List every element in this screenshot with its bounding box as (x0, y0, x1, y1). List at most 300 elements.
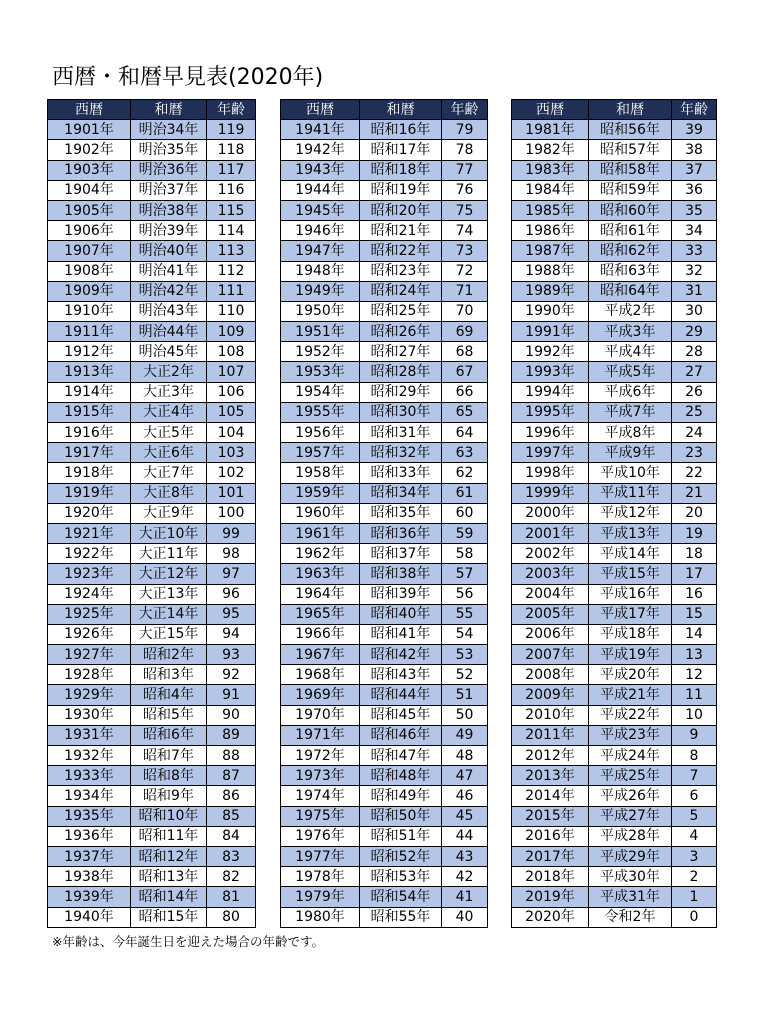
table-row (48, 685, 256, 705)
cell-western-year: 1950年 (281, 301, 360, 321)
cell-age: 112 (207, 261, 256, 281)
cell-western-year: 2006年 (512, 624, 589, 644)
cell-age: 30 (672, 301, 717, 321)
table-row (281, 200, 488, 220)
cell-western-year: 2008年 (512, 665, 589, 685)
cell-western-year: 1945年 (281, 200, 360, 220)
cell-japanese-year: 平成11年 (589, 483, 672, 503)
cell-western-year: 1982年 (512, 140, 589, 160)
table-row (281, 261, 488, 281)
table-row (512, 120, 717, 140)
cell-japanese-year: 昭和59年 (589, 180, 672, 200)
table-row (281, 665, 488, 685)
table-row (512, 846, 717, 866)
table-row (48, 200, 256, 220)
cell-western-year: 1969年 (281, 685, 360, 705)
cell-japanese-year: 昭和29年 (360, 382, 442, 402)
cell-age: 102 (207, 463, 256, 483)
cell-japanese-year: 昭和26年 (360, 322, 442, 342)
cell-japanese-year: 昭和36年 (360, 523, 442, 543)
cell-western-year: 1921年 (48, 523, 131, 543)
cell-age: 91 (207, 685, 256, 705)
cell-western-year: 1934年 (48, 786, 131, 806)
cell-age: 88 (207, 746, 256, 766)
cell-japanese-year: 大正15年 (131, 624, 207, 644)
cell-age: 84 (207, 826, 256, 846)
table-row (48, 806, 256, 826)
cell-japanese-year: 平成5年 (589, 362, 672, 382)
cell-age: 10 (672, 705, 717, 725)
table-row (512, 887, 717, 907)
header-japanese: 和暦 (589, 100, 672, 120)
cell-age: 5 (672, 806, 717, 826)
cell-age: 15 (672, 604, 717, 624)
cell-western-year: 1967年 (281, 645, 360, 665)
cell-age: 85 (207, 806, 256, 826)
cell-japanese-year: 昭和35年 (360, 503, 442, 523)
cell-japanese-year: 平成7年 (589, 402, 672, 422)
cell-age: 72 (442, 261, 488, 281)
cell-age: 86 (207, 786, 256, 806)
cell-japanese-year: 昭和10年 (131, 806, 207, 826)
table-row (281, 826, 488, 846)
cell-western-year: 1938年 (48, 867, 131, 887)
cell-japanese-year: 昭和37年 (360, 544, 442, 564)
cell-western-year: 1971年 (281, 725, 360, 745)
table-row (512, 200, 717, 220)
cell-age: 21 (672, 483, 717, 503)
cell-western-year: 1986年 (512, 221, 589, 241)
cell-western-year: 2014年 (512, 786, 589, 806)
cell-age: 50 (442, 705, 488, 725)
cell-age: 75 (442, 200, 488, 220)
cell-japanese-year: 昭和11年 (131, 826, 207, 846)
cell-japanese-year: 昭和56年 (589, 120, 672, 140)
cell-japanese-year: 昭和17年 (360, 140, 442, 160)
table-row (512, 645, 717, 665)
table-row (281, 867, 488, 887)
table-row (512, 705, 717, 725)
cell-japanese-year: 明治44年 (131, 322, 207, 342)
cell-age: 90 (207, 705, 256, 725)
table-row (48, 483, 256, 503)
cell-western-year: 1908年 (48, 261, 131, 281)
cell-japanese-year: 大正7年 (131, 463, 207, 483)
cell-japanese-year: 昭和4年 (131, 685, 207, 705)
cell-japanese-year: 昭和58年 (589, 160, 672, 180)
cell-age: 1 (672, 887, 717, 907)
cell-age: 59 (442, 523, 488, 543)
table-row (512, 604, 717, 624)
cell-age: 77 (442, 160, 488, 180)
cell-age: 26 (672, 382, 717, 402)
table-row (512, 221, 717, 241)
cell-age: 53 (442, 645, 488, 665)
cell-western-year: 1943年 (281, 160, 360, 180)
cell-age: 36 (672, 180, 717, 200)
cell-western-year: 2013年 (512, 766, 589, 786)
cell-western-year: 1959年 (281, 483, 360, 503)
era-table-2 (280, 99, 488, 928)
table-row (512, 766, 717, 786)
cell-western-year: 1922年 (48, 544, 131, 564)
cell-age: 22 (672, 463, 717, 483)
cell-age: 42 (442, 867, 488, 887)
cell-western-year: 1931年 (48, 725, 131, 745)
cell-western-year: 1937年 (48, 846, 131, 866)
cell-japanese-year: 大正5年 (131, 423, 207, 443)
cell-japanese-year: 昭和15年 (131, 907, 207, 927)
cell-western-year: 1979年 (281, 887, 360, 907)
cell-japanese-year: 大正11年 (131, 544, 207, 564)
table-row (48, 342, 256, 362)
cell-japanese-year: 昭和62年 (589, 241, 672, 261)
cell-western-year: 1998年 (512, 463, 589, 483)
cell-age: 60 (442, 503, 488, 523)
cell-western-year: 1964年 (281, 584, 360, 604)
cell-japanese-year: 大正6年 (131, 443, 207, 463)
cell-western-year: 1929年 (48, 685, 131, 705)
cell-japanese-year: 平成25年 (589, 766, 672, 786)
cell-japanese-year: 昭和55年 (360, 907, 442, 927)
cell-western-year: 1915年 (48, 402, 131, 422)
cell-japanese-year: 昭和41年 (360, 624, 442, 644)
header-japanese: 和暦 (360, 100, 442, 120)
cell-age: 46 (442, 786, 488, 806)
cell-age: 79 (442, 120, 488, 140)
cell-japanese-year: 昭和22年 (360, 241, 442, 261)
cell-age: 92 (207, 665, 256, 685)
cell-age: 61 (442, 483, 488, 503)
cell-age: 45 (442, 806, 488, 826)
cell-age: 101 (207, 483, 256, 503)
cell-japanese-year: 昭和20年 (360, 200, 442, 220)
table-row (512, 584, 717, 604)
cell-age: 81 (207, 887, 256, 907)
cell-western-year: 1990年 (512, 301, 589, 321)
table-row (48, 362, 256, 382)
cell-western-year: 2001年 (512, 523, 589, 543)
cell-japanese-year: 大正4年 (131, 402, 207, 422)
table-row (281, 221, 488, 241)
table-row (48, 826, 256, 846)
cell-japanese-year: 昭和16年 (360, 120, 442, 140)
table-row (48, 544, 256, 564)
cell-age: 89 (207, 725, 256, 745)
table-row (281, 443, 488, 463)
cell-japanese-year: 明治43年 (131, 301, 207, 321)
cell-western-year: 1962年 (281, 544, 360, 564)
cell-japanese-year: 平成18年 (589, 624, 672, 644)
cell-age: 24 (672, 423, 717, 443)
cell-western-year: 1918年 (48, 463, 131, 483)
cell-japanese-year: 平成14年 (589, 544, 672, 564)
table-row (281, 160, 488, 180)
table-row (48, 523, 256, 543)
cell-japanese-year: 昭和53年 (360, 867, 442, 887)
cell-western-year: 1902年 (48, 140, 131, 160)
table-row (48, 241, 256, 261)
cell-western-year: 1927年 (48, 645, 131, 665)
cell-japanese-year: 平成23年 (589, 725, 672, 745)
cell-age: 110 (207, 301, 256, 321)
cell-age: 3 (672, 846, 717, 866)
table-row (281, 423, 488, 443)
cell-age: 18 (672, 544, 717, 564)
cell-japanese-year: 昭和30年 (360, 402, 442, 422)
cell-japanese-year: 明治34年 (131, 120, 207, 140)
cell-age: 14 (672, 624, 717, 644)
cell-western-year: 1933年 (48, 766, 131, 786)
cell-japanese-year: 明治39年 (131, 221, 207, 241)
cell-age: 48 (442, 746, 488, 766)
cell-japanese-year: 平成24年 (589, 746, 672, 766)
table-row (48, 221, 256, 241)
table-row (512, 180, 717, 200)
cell-japanese-year: 昭和28年 (360, 362, 442, 382)
cell-age: 99 (207, 523, 256, 543)
cell-age: 57 (442, 564, 488, 584)
table-row (48, 140, 256, 160)
cell-age: 32 (672, 261, 717, 281)
cell-japanese-year: 平成20年 (589, 665, 672, 685)
cell-age: 71 (442, 281, 488, 301)
cell-western-year: 1941年 (281, 120, 360, 140)
cell-age: 87 (207, 766, 256, 786)
cell-western-year: 1970年 (281, 705, 360, 725)
cell-japanese-year: 平成9年 (589, 443, 672, 463)
table-row (281, 705, 488, 725)
cell-western-year: 1968年 (281, 665, 360, 685)
cell-japanese-year: 平成28年 (589, 826, 672, 846)
table-row (512, 685, 717, 705)
table-row (48, 423, 256, 443)
cell-japanese-year: 平成27年 (589, 806, 672, 826)
cell-western-year: 2011年 (512, 725, 589, 745)
table-row (512, 725, 717, 745)
cell-japanese-year: 平成10年 (589, 463, 672, 483)
cell-japanese-year: 昭和19年 (360, 180, 442, 200)
cell-western-year: 2003年 (512, 564, 589, 584)
table-row (48, 665, 256, 685)
cell-age: 63 (442, 443, 488, 463)
table-row (48, 766, 256, 786)
cell-western-year: 1999年 (512, 483, 589, 503)
table-row (281, 362, 488, 382)
table-row (48, 645, 256, 665)
cell-age: 52 (442, 665, 488, 685)
cell-western-year: 1957年 (281, 443, 360, 463)
table-row (48, 564, 256, 584)
table-row (512, 423, 717, 443)
cell-western-year: 1955年 (281, 402, 360, 422)
cell-western-year: 1978年 (281, 867, 360, 887)
cell-age: 34 (672, 221, 717, 241)
cell-western-year: 2007年 (512, 645, 589, 665)
cell-japanese-year: 平成4年 (589, 342, 672, 362)
table-row (281, 564, 488, 584)
table-row (512, 463, 717, 483)
cell-age: 73 (442, 241, 488, 261)
table-row (48, 160, 256, 180)
cell-western-year: 1932年 (48, 746, 131, 766)
cell-japanese-year: 昭和42年 (360, 645, 442, 665)
cell-japanese-year: 平成19年 (589, 645, 672, 665)
header-japanese: 和暦 (131, 100, 207, 120)
table-row (281, 180, 488, 200)
cell-age: 6 (672, 786, 717, 806)
cell-age: 104 (207, 423, 256, 443)
cell-western-year: 2020年 (512, 907, 589, 927)
cell-age: 117 (207, 160, 256, 180)
cell-age: 31 (672, 281, 717, 301)
table-row (512, 483, 717, 503)
cell-japanese-year: 昭和48年 (360, 766, 442, 786)
header-age: 年齢 (442, 100, 488, 120)
table-row (512, 443, 717, 463)
cell-japanese-year: 平成30年 (589, 867, 672, 887)
table-row (48, 120, 256, 140)
table-row (281, 584, 488, 604)
cell-western-year: 1966年 (281, 624, 360, 644)
table-body (281, 120, 488, 928)
cell-japanese-year: 明治41年 (131, 261, 207, 281)
table-row (48, 402, 256, 422)
cell-western-year: 1910年 (48, 301, 131, 321)
table-row (281, 746, 488, 766)
cell-age: 17 (672, 564, 717, 584)
cell-japanese-year: 大正3年 (131, 382, 207, 402)
table-row (48, 604, 256, 624)
cell-japanese-year: 昭和54年 (360, 887, 442, 907)
table-row (281, 725, 488, 745)
cell-western-year: 1905年 (48, 200, 131, 220)
table-row (512, 160, 717, 180)
cell-western-year: 1935年 (48, 806, 131, 826)
cell-western-year: 1951年 (281, 322, 360, 342)
cell-age: 119 (207, 120, 256, 140)
cell-japanese-year: 昭和31年 (360, 423, 442, 443)
cell-western-year: 2004年 (512, 584, 589, 604)
cell-age: 54 (442, 624, 488, 644)
table-row (512, 342, 717, 362)
table-row (281, 382, 488, 402)
cell-japanese-year: 昭和24年 (360, 281, 442, 301)
cell-age: 69 (442, 322, 488, 342)
cell-western-year: 1956年 (281, 423, 360, 443)
cell-japanese-year: 平成31年 (589, 887, 672, 907)
cell-western-year: 1924年 (48, 584, 131, 604)
cell-age: 19 (672, 523, 717, 543)
cell-age: 65 (442, 402, 488, 422)
table-row (48, 503, 256, 523)
cell-age: 76 (442, 180, 488, 200)
cell-japanese-year: 平成17年 (589, 604, 672, 624)
cell-japanese-year: 昭和47年 (360, 746, 442, 766)
cell-age: 68 (442, 342, 488, 362)
cell-age: 51 (442, 685, 488, 705)
cell-western-year: 1904年 (48, 180, 131, 200)
cell-age: 43 (442, 846, 488, 866)
table-row (512, 826, 717, 846)
cell-western-year: 1949年 (281, 281, 360, 301)
cell-western-year: 1977年 (281, 846, 360, 866)
cell-age: 27 (672, 362, 717, 382)
cell-western-year: 1930年 (48, 705, 131, 725)
table-row (48, 261, 256, 281)
cell-western-year: 1913年 (48, 362, 131, 382)
cell-japanese-year: 平成12年 (589, 503, 672, 523)
table-row (281, 544, 488, 564)
table-row (48, 907, 256, 927)
cell-japanese-year: 大正14年 (131, 604, 207, 624)
cell-age: 0 (672, 907, 717, 927)
cell-western-year: 1997年 (512, 443, 589, 463)
table-row (281, 322, 488, 342)
cell-age: 9 (672, 725, 717, 745)
cell-western-year: 1963年 (281, 564, 360, 584)
cell-age: 67 (442, 362, 488, 382)
cell-age: 58 (442, 544, 488, 564)
cell-japanese-year: 昭和63年 (589, 261, 672, 281)
header-western: 西暦 (512, 100, 589, 120)
table-row (512, 301, 717, 321)
table-row (281, 523, 488, 543)
cell-japanese-year: 昭和61年 (589, 221, 672, 241)
cell-japanese-year: 大正10年 (131, 523, 207, 543)
cell-age: 97 (207, 564, 256, 584)
table-row (512, 241, 717, 261)
table-row (281, 685, 488, 705)
table-body (512, 120, 717, 928)
cell-western-year: 1911年 (48, 322, 131, 342)
cell-western-year: 1960年 (281, 503, 360, 523)
table-row (48, 746, 256, 766)
cell-western-year: 1947年 (281, 241, 360, 261)
cell-western-year: 1906年 (48, 221, 131, 241)
cell-japanese-year: 平成3年 (589, 322, 672, 342)
cell-western-year: 1974年 (281, 786, 360, 806)
cell-japanese-year: 昭和33年 (360, 463, 442, 483)
cell-japanese-year: 昭和8年 (131, 766, 207, 786)
cell-japanese-year: 平成26年 (589, 786, 672, 806)
table-row (512, 786, 717, 806)
cell-age: 20 (672, 503, 717, 523)
cell-japanese-year: 昭和25年 (360, 301, 442, 321)
table-body (48, 120, 256, 928)
cell-western-year: 1961年 (281, 523, 360, 543)
cell-western-year: 1991年 (512, 322, 589, 342)
cell-western-year: 1946年 (281, 221, 360, 241)
cell-japanese-year: 昭和43年 (360, 665, 442, 685)
cell-age: 95 (207, 604, 256, 624)
table-row (281, 241, 488, 261)
table-row (281, 120, 488, 140)
cell-western-year: 1907年 (48, 241, 131, 261)
cell-western-year: 1981年 (512, 120, 589, 140)
table-row (281, 483, 488, 503)
cell-western-year: 2000年 (512, 503, 589, 523)
cell-western-year: 1973年 (281, 766, 360, 786)
cell-western-year: 1953年 (281, 362, 360, 382)
cell-age: 105 (207, 402, 256, 422)
cell-japanese-year: 昭和13年 (131, 867, 207, 887)
cell-japanese-year: 平成29年 (589, 846, 672, 866)
cell-age: 12 (672, 665, 717, 685)
cell-western-year: 1993年 (512, 362, 589, 382)
cell-age: 29 (672, 322, 717, 342)
cell-western-year: 1954年 (281, 382, 360, 402)
